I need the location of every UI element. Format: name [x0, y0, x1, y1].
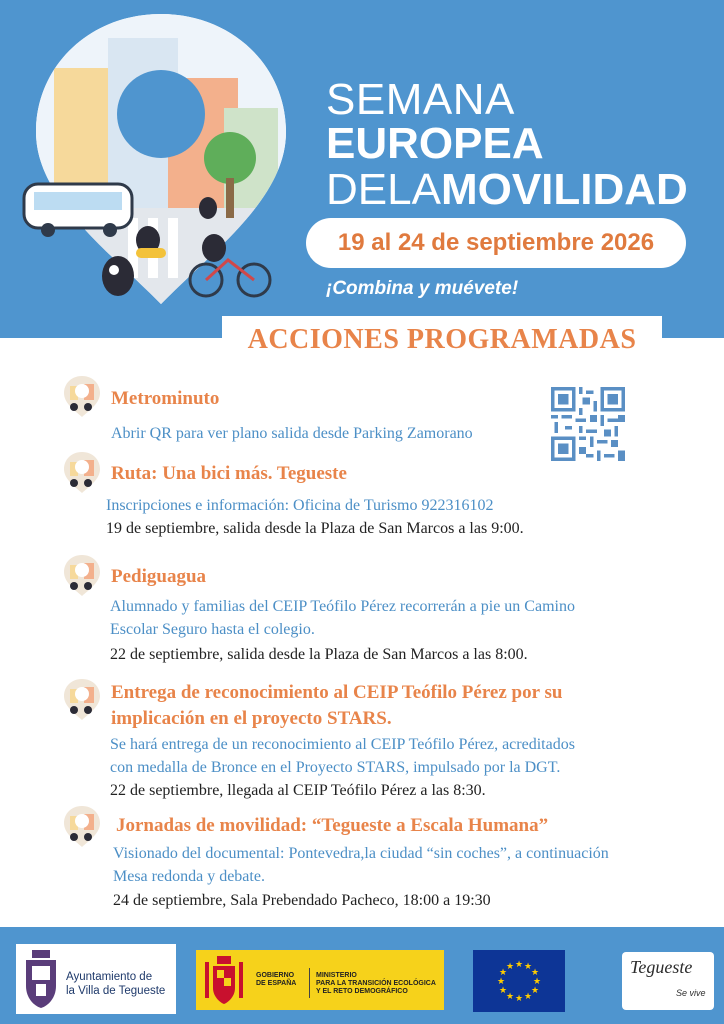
gobierno-label	[256, 972, 296, 988]
event-title	[326, 75, 688, 214]
item-5-heading: Jornadas de movilidad: “Tegueste a Escala Humana”	[116, 815, 549, 836]
item-1-blue-line-1: Abrir QR para ver plano salida desde Parking Zamorano	[111, 425, 473, 442]
item-5-blue-line-1: Visionado del documental: Pontevedra,la ciudad “sin coches”, a continuación	[113, 845, 609, 862]
item-4-blue-line-2: con medalla de Bronce en el Proyecto STARS, impulsado por la DGT.	[110, 759, 561, 776]
svg-text:★: ★	[530, 986, 540, 996]
title-line-1: SEMANA	[326, 75, 515, 124]
svg-text:★: ★	[505, 992, 515, 1002]
svg-text:★: ★	[523, 962, 533, 972]
pin-icon	[60, 804, 104, 848]
ayuntamiento-name	[66, 970, 165, 998]
title-line-3-a: DELA	[326, 165, 441, 214]
item-5-blue-line-2: Mesa redonda y debate.	[113, 868, 265, 885]
item-1-heading: Metrominuto	[111, 388, 220, 409]
title-line-2: EUROPEA	[326, 119, 544, 168]
svg-text:★: ★	[514, 960, 524, 970]
eu-stars-icon	[473, 950, 565, 1012]
event-slogan: ¡Combina y muévete!	[326, 278, 519, 299]
gobierno-line-2: DE ESPAÑA	[256, 980, 297, 987]
ministerio-line-3: Y EL RETO DEMOGRÁFICO	[316, 988, 408, 995]
ayuntamiento-line-2: la Villa de Tegueste	[66, 985, 166, 997]
coat-of-arms-icon	[22, 948, 60, 1010]
item-3-black-line-1: 22 de septiembre, salida desde la Plaza de San Marcos a las 8:00.	[110, 646, 528, 663]
item-2-heading: Ruta: Una bici más. Tegueste	[111, 463, 347, 484]
tegueste-name: Tegueste	[630, 957, 693, 977]
svg-text:★: ★	[505, 962, 515, 972]
item-4-heading-line-2: implicación en el proyecto STARS.	[111, 708, 392, 729]
ministerio-line-1: MINISTERIO	[316, 972, 357, 979]
svg-text:★: ★	[514, 994, 524, 1004]
tegueste-tagline: Se vive	[676, 988, 706, 998]
gobierno-divider	[309, 968, 310, 998]
gobierno-line-1: GOBIERNO	[256, 972, 295, 979]
map-pin-illustration-icon	[18, 8, 304, 308]
ministerio-line-2: PARA LA TRANSICIÓN ECOLÓGICA	[316, 980, 436, 987]
svg-text:★: ★	[496, 977, 506, 987]
item-5-black-line-1: 24 de septiembre, Sala Prebendado Pacheco, 18:00 a 19:30	[113, 892, 491, 909]
item-2-blue-line-1: Inscripciones e información: Oficina de Turismo 922316102	[106, 497, 494, 514]
item-4-heading: Entrega de reconocimiento al CEIP Teófilo Pérez por su	[111, 682, 563, 703]
item-3-heading: Pediguagua	[111, 566, 207, 587]
svg-text:★: ★	[532, 977, 542, 987]
eu-flag-icon	[473, 950, 565, 1012]
spain-shield-icon	[203, 954, 245, 1006]
ayuntamiento-line-1: Ayuntamiento de	[66, 971, 153, 983]
pin-icon	[60, 677, 104, 721]
svg-text:★: ★	[523, 992, 533, 1002]
title-line-3-b: MOVILIDAD	[440, 165, 688, 214]
svg-text:★: ★	[530, 968, 540, 978]
item-3-blue-line-2: Escolar Seguro hasta el colegio.	[110, 621, 315, 638]
svg-text:★: ★	[498, 986, 508, 996]
item-4-black-line-1: 22 de septiembre, llegada al CEIP Teófilo Pérez a las 8:30.	[110, 782, 486, 799]
pin-icon	[60, 374, 104, 418]
item-3-blue-line-1: Alumnado y familias del CEIP Teófilo Pérez recorrerán a pie un Camino	[110, 598, 575, 615]
pin-icon	[60, 450, 104, 494]
section-title: ACCIONES PROGRAMADAS	[247, 324, 637, 355]
svg-text:★: ★	[498, 968, 508, 978]
item-4-blue-line-1: Se hará entrega de un reconocimiento al CEIP Teófilo Pérez, acreditados	[110, 736, 575, 753]
header-banner	[0, 0, 724, 338]
title-line-3	[326, 165, 688, 214]
qr-code-icon[interactable]	[551, 387, 625, 461]
item-2-black-line-1: 19 de septiembre, salida desde la Plaza de San Marcos a las 9:00.	[106, 520, 524, 537]
ministerio-label	[316, 972, 436, 996]
event-dates: 19 al 24 de septiembre 2026	[306, 218, 686, 268]
pin-icon	[60, 553, 104, 597]
